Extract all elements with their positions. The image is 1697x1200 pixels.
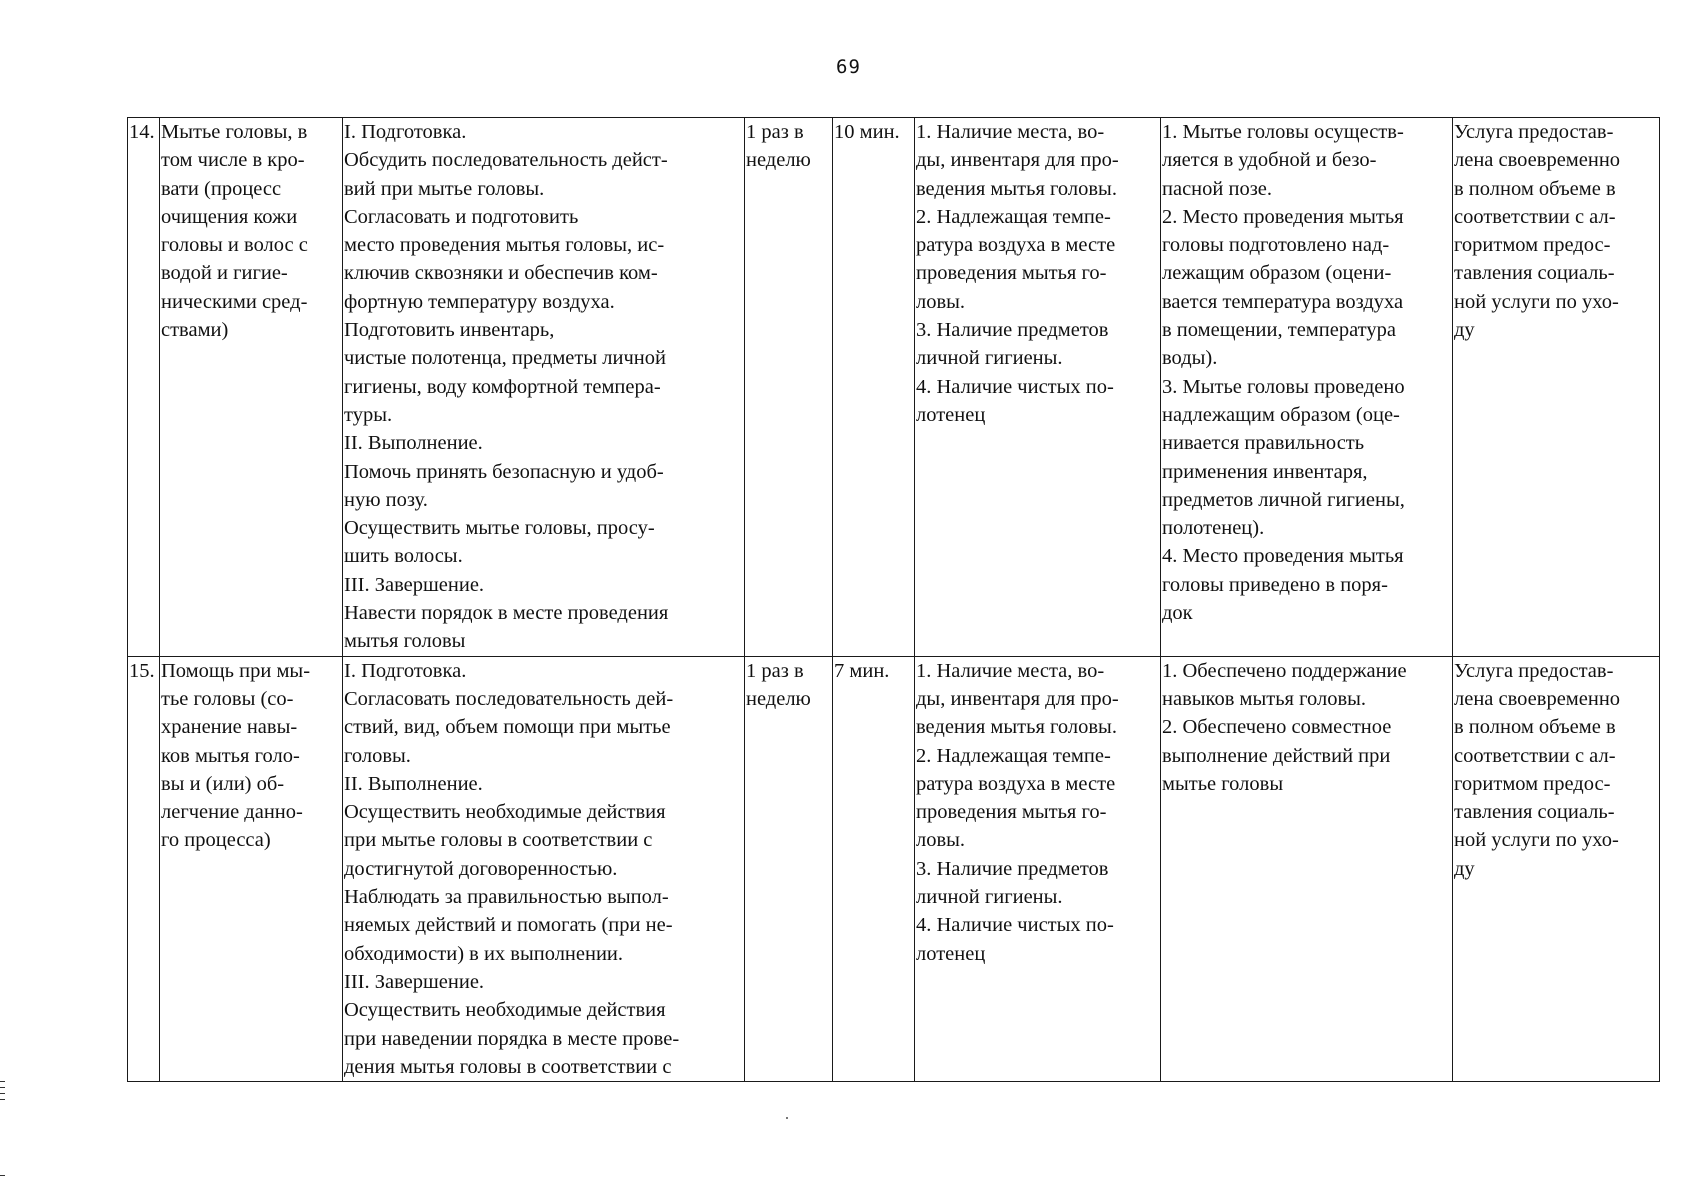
conditions-cell: 1. Наличие места, во- ды, инвентаря для про- ведения мытья головы. 2. Надлежащая темпе- ратура воздуха в месте проведения мытья го- ловы. 3. Наличие предметов личной гигиены. 4. Наличие чистых по- лотенец	[915, 656, 1161, 1081]
scan-margin-mark	[0, 1099, 5, 1100]
service-content-cell: I. Подготовка. Обсудить последовательность дейст- вий при мытье головы. Согласовать и подготовить место проведения мытья головы, ис- ключив сквозняки и обеспечив ком- фортную температуру воздуха. Подготовить инвентарь, чистые полотенца, предметы личной гигиены, воду комфортной темпера- туры. II. Выполнение. Помочь принять безопасную и удоб- ную позу. Осуществить мытье головы, просу- шить волосы. III. Завершение. Навести порядок в месте проведения мытья головы	[343, 118, 745, 657]
conditions-cell: 1. Наличие места, во- ды, инвентаря для про- ведения мытья головы. 2. Надлежащая темпе- ратура воздуха в месте проведения мытья го- ловы. 3. Наличие предметов личной гигиены. 4. Наличие чистых по- лотенец	[915, 118, 1161, 657]
service-content-cell: I. Подготовка. Согласовать последовательность дей- ствий, вид, объем помощи при мытье головы. II. Выполнение. Осуществить необходимые действия при мытье головы в соответствии с достигнутой договоренностью. Наблюдать за правильностью выпол- няемых действий и помогать (при не- обходимости) в их выполнении. III. Завершение. Осуществить необходимые действия при наведении порядка в месте прове- дения мытья головы в соответствии с	[343, 656, 745, 1081]
service-name-cell: Мытье головы, в том числе в кро- вати (процесс очищения кожи головы и волос с водой и гигие- ническими сред- ствами)	[160, 118, 343, 657]
row-number-cell: 15.	[128, 656, 160, 1081]
scan-margin-mark	[0, 1081, 5, 1082]
scan-margin-mark	[0, 1175, 5, 1176]
frequency-cell: 1 раз в неделю	[745, 118, 833, 657]
quality-indicators-cell: 1. Мытье головы осуществ- ляется в удобной и безо- пасной позе. 2. Место проведения мытья головы подготовлено над- лежащим образом (оцени- вается температура воздуха в помещении, температура воды). 3. Мытье головы проведено надлежащим образом (оце- нивается правильность применения инвентаря, предметов личной гигиены, полотенец). 4. Место проведения мытья головы приведено в поря- док	[1161, 118, 1453, 657]
evaluation-cell: Услуга предостав- лена своевременно в полном объеме в соответствии с ал- горитмом предос- тавления социаль- ной услуги по ухо- ду	[1453, 656, 1660, 1081]
frequency-cell: 1 раз в неделю	[745, 656, 833, 1081]
service-name-cell: Помощь при мы- тье головы (со- хранение навы- ков мытья голо- вы и (или) об- легчение данно- го процесса)	[160, 656, 343, 1081]
table-row	[128, 656, 1660, 1081]
page-number: 69	[836, 56, 861, 78]
scan-margin-mark	[0, 1087, 5, 1088]
scan-margin-mark	[0, 1093, 5, 1094]
row-number-cell: 14.	[128, 118, 160, 657]
services-table	[127, 117, 1660, 1082]
evaluation-cell: Услуга предостав- лена своевременно в полном объеме в соответствии с ал- горитмом предос- тавления социаль- ной услуги по ухо- ду	[1453, 118, 1660, 657]
duration-cell: 10 мин.	[833, 118, 915, 657]
duration-cell: 7 мин.	[833, 656, 915, 1081]
quality-indicators-cell: 1. Обеспечено поддержание навыков мытья головы. 2. Обеспечено совместное выполнение действий при мытье головы	[1161, 656, 1453, 1081]
scan-speck	[786, 1117, 788, 1119]
table-row	[128, 118, 1660, 657]
